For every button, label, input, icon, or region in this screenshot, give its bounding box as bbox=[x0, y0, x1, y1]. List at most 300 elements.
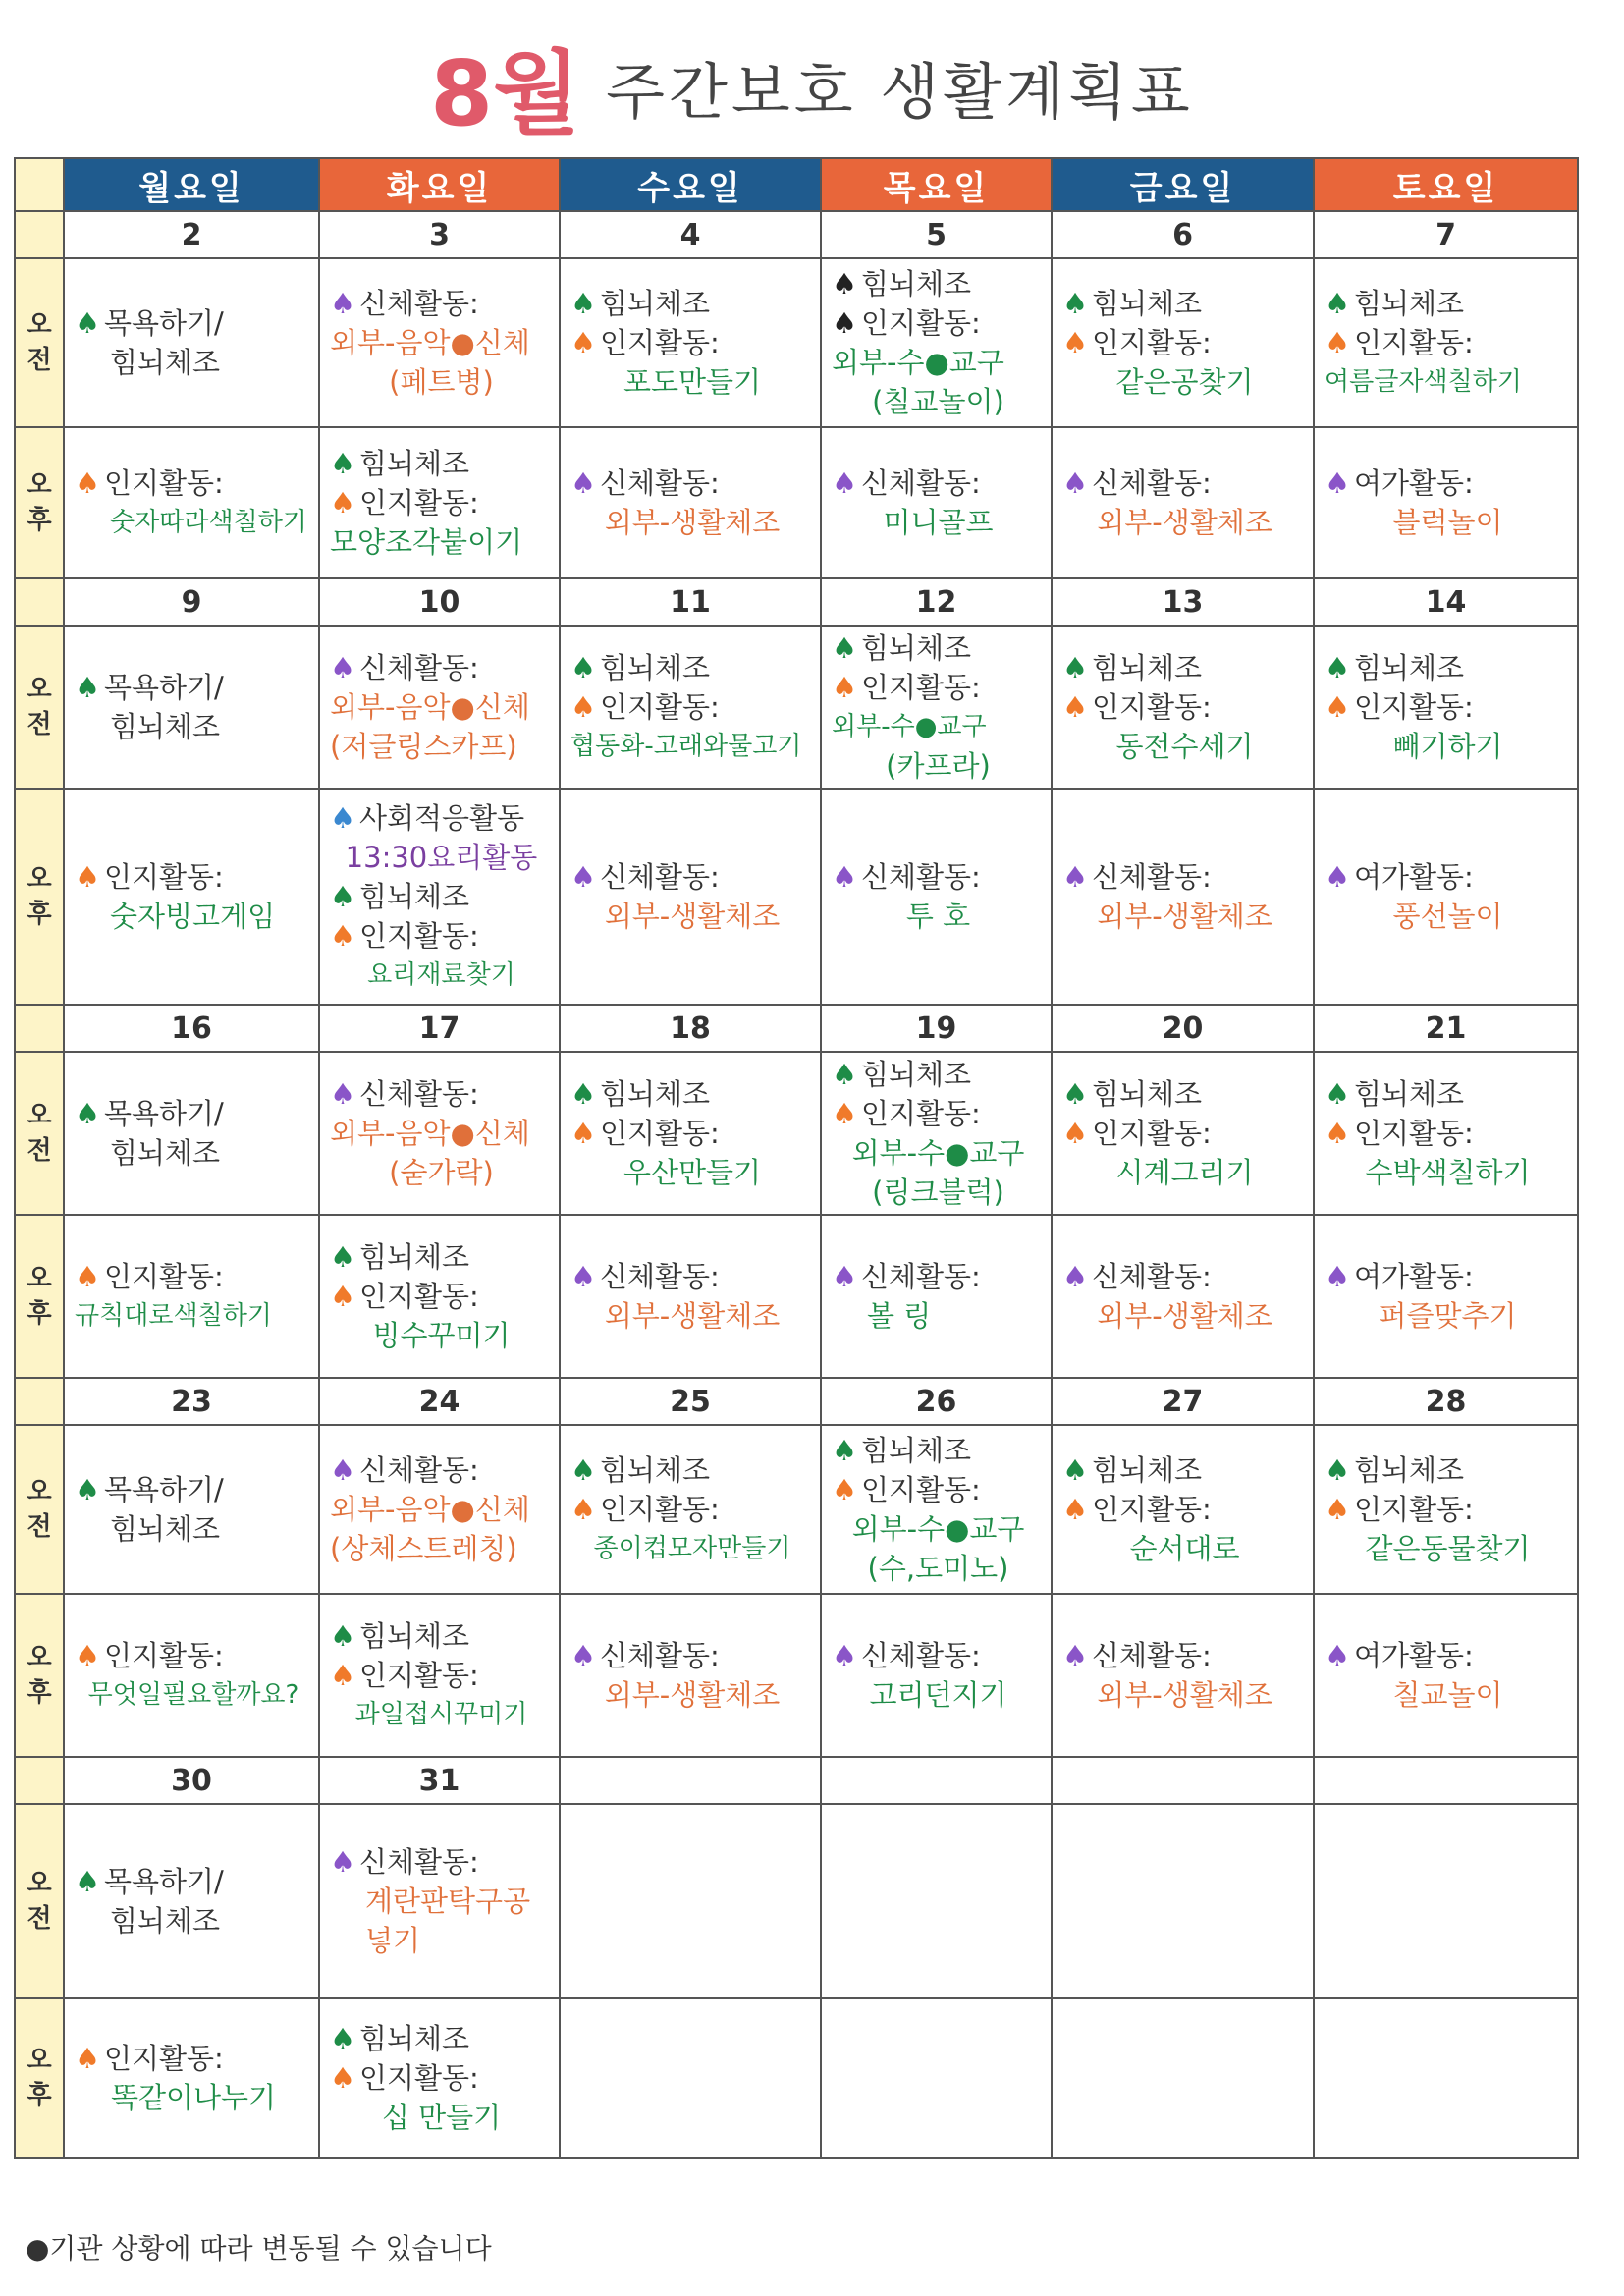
activity-line bbox=[75, 1296, 312, 1336]
activity-text: 인지활동: bbox=[1354, 1117, 1474, 1150]
schedule-table bbox=[14, 157, 1579, 2159]
activity-cell bbox=[1314, 626, 1578, 789]
activity-text: 인지활동: bbox=[359, 486, 479, 519]
activity-text: 같은동물찾기 bbox=[1365, 1532, 1531, 1565]
activity-cell bbox=[319, 1998, 560, 2158]
weekday-header: 화요일 bbox=[319, 158, 560, 211]
activity-text: 목욕하기/ bbox=[104, 1865, 224, 1898]
activity-cell bbox=[64, 427, 319, 578]
spade-icon: ♠ bbox=[832, 1097, 857, 1130]
period-label-text: 오전 bbox=[27, 1869, 52, 1934]
activity-line bbox=[1325, 1636, 1571, 1675]
activity-line bbox=[330, 648, 553, 687]
activity-cell bbox=[560, 427, 821, 578]
activity-line bbox=[832, 382, 1045, 421]
activity-text: 힘뇌체조 bbox=[1092, 1077, 1203, 1111]
activity-line bbox=[1062, 1153, 1307, 1192]
activity-line bbox=[75, 2078, 312, 2117]
morning-row bbox=[15, 1425, 1578, 1594]
morning-row bbox=[15, 1804, 1578, 1998]
spade-icon: ♠ bbox=[1325, 1077, 1350, 1111]
activity-line bbox=[330, 1921, 553, 1960]
spade-icon: ♠ bbox=[330, 1845, 355, 1879]
activity-text: (링크블럭) bbox=[872, 1175, 1004, 1209]
activity-line bbox=[832, 668, 1045, 707]
activity-text: 신체활동: bbox=[359, 1845, 479, 1879]
activity-line bbox=[570, 284, 814, 323]
activity-text: 외부-음악●신체 bbox=[330, 1117, 530, 1150]
activity-text: 여가활동: bbox=[1354, 1639, 1474, 1672]
page-title bbox=[0, 22, 1624, 151]
activity-line bbox=[832, 897, 1045, 936]
activity-text: 퍼즐맞추기 bbox=[1379, 1299, 1517, 1333]
activity-line bbox=[832, 1509, 1045, 1549]
activity-cell bbox=[1052, 789, 1314, 1005]
activity-line bbox=[330, 1842, 553, 1882]
activity-cell bbox=[1052, 1594, 1314, 1757]
spade-icon: ♠ bbox=[75, 1260, 100, 1293]
activity-line bbox=[1062, 1675, 1307, 1715]
activity-line bbox=[570, 897, 814, 936]
activity-cell bbox=[821, 427, 1052, 578]
activity-line bbox=[832, 343, 1045, 382]
activity-line bbox=[1325, 897, 1571, 936]
activity-line bbox=[330, 1695, 553, 1734]
activity-line bbox=[832, 1636, 1045, 1675]
activity-text: 인지활동: bbox=[104, 466, 224, 500]
activity-text: 십 만들기 bbox=[381, 2101, 502, 2134]
activity-text: (수,도미노) bbox=[867, 1552, 1009, 1585]
activity-line bbox=[1062, 857, 1307, 897]
activity-line bbox=[832, 1055, 1045, 1094]
spade-icon: ♠ bbox=[1325, 1453, 1350, 1487]
activity-text: 힘뇌체조 bbox=[359, 1240, 470, 1274]
activity-text: 고리던지기 bbox=[869, 1678, 1007, 1712]
activity-text: 인지활동: bbox=[861, 671, 981, 704]
activity-line bbox=[330, 1114, 553, 1153]
date-row bbox=[15, 1005, 1578, 1052]
spade-icon: ♠ bbox=[570, 1639, 596, 1672]
activity-text: 숫자따라색칠하기 bbox=[110, 508, 307, 537]
period-label-am bbox=[15, 626, 64, 789]
activity-cell bbox=[1052, 626, 1314, 789]
spade-icon: ♠ bbox=[570, 651, 596, 684]
activity-text: 인지활동: bbox=[1092, 1493, 1212, 1526]
activity-line bbox=[570, 1257, 814, 1296]
activity-text: (페트병) bbox=[389, 365, 494, 399]
activity-line bbox=[75, 2039, 312, 2078]
spade-icon: ♠ bbox=[832, 860, 857, 894]
period-label-am bbox=[15, 1425, 64, 1594]
activity-text: 요리재료찾기 bbox=[367, 960, 515, 990]
date-row-side bbox=[15, 1005, 64, 1052]
activity-text: 인지활동: bbox=[600, 1117, 720, 1150]
activity-line bbox=[1325, 1074, 1571, 1114]
activity-line bbox=[1062, 464, 1307, 503]
spade-icon: ♠ bbox=[832, 466, 857, 500]
activity-line bbox=[330, 522, 553, 562]
activity-text: 숫자빙고게임 bbox=[110, 900, 276, 933]
morning-row bbox=[15, 626, 1578, 789]
spade-icon: ♠ bbox=[832, 1434, 857, 1467]
activity-text: 시계그리기 bbox=[1115, 1156, 1254, 1189]
activity-cell bbox=[319, 1804, 560, 1998]
weekday-header-row bbox=[15, 158, 1578, 211]
activity-cell bbox=[1052, 1052, 1314, 1215]
spade-icon: ♠ bbox=[570, 326, 596, 359]
activity-text: 힘뇌체조 bbox=[861, 631, 972, 665]
activity-cell bbox=[64, 1594, 319, 1757]
period-label-am bbox=[15, 258, 64, 427]
date-row bbox=[15, 1757, 1578, 1804]
activity-line bbox=[330, 1074, 553, 1114]
date-cell: 30 bbox=[64, 1757, 319, 1804]
activity-text: 힘뇌체조 bbox=[1092, 651, 1203, 684]
spade-icon: ♠ bbox=[1325, 1639, 1350, 1672]
activity-cell bbox=[821, 1804, 1052, 1998]
activity-line bbox=[570, 1153, 814, 1192]
spade-icon: ♠ bbox=[1325, 1117, 1350, 1150]
spade-icon: ♠ bbox=[75, 306, 100, 340]
activity-text: 과일접시꾸미기 bbox=[354, 1700, 528, 1729]
activity-line bbox=[1062, 1296, 1307, 1336]
activity-text: 신체활동: bbox=[1092, 1639, 1212, 1672]
activity-cell bbox=[64, 1804, 319, 1998]
activity-text: 같은공찾기 bbox=[1115, 365, 1254, 399]
activity-text: 목욕하기/ bbox=[104, 306, 224, 340]
spade-icon: ♠ bbox=[570, 466, 596, 500]
activity-line bbox=[570, 1636, 814, 1675]
activity-cell bbox=[560, 1215, 821, 1378]
activity-line bbox=[1325, 503, 1571, 542]
activity-line bbox=[330, 956, 553, 995]
activity-text: 힘뇌체조 bbox=[110, 346, 221, 379]
spade-icon: ♠ bbox=[832, 671, 857, 704]
activity-line bbox=[1062, 727, 1307, 766]
date-row-side bbox=[15, 1378, 64, 1425]
weekday-header: 월요일 bbox=[64, 158, 319, 211]
activity-text: 여름글자색칠하기 bbox=[1325, 367, 1522, 397]
activity-cell bbox=[64, 1215, 319, 1378]
activity-text: (상체스트레칭) bbox=[330, 1532, 517, 1565]
activity-text: 인지활동: bbox=[359, 1659, 479, 1692]
activity-text: 목욕하기/ bbox=[104, 1097, 224, 1130]
activity-line bbox=[1325, 464, 1571, 503]
weekday-header: 수요일 bbox=[560, 158, 821, 211]
activity-text: 힘뇌체조 bbox=[861, 1434, 972, 1467]
activity-line bbox=[1325, 1296, 1571, 1336]
activity-cell bbox=[319, 1594, 560, 1757]
activity-line bbox=[330, 2019, 553, 2058]
afternoon-row bbox=[15, 789, 1578, 1005]
activity-line bbox=[1325, 857, 1571, 897]
activity-line bbox=[1325, 648, 1571, 687]
activity-text: 인지활동: bbox=[1092, 1117, 1212, 1150]
activity-line bbox=[570, 648, 814, 687]
activity-text: 신체활동: bbox=[861, 466, 981, 500]
date-cell: 16 bbox=[64, 1005, 319, 1052]
activity-text: 외부-수●교구 bbox=[851, 1512, 1025, 1546]
activity-text: 힘뇌체조 bbox=[861, 267, 972, 301]
afternoon-row bbox=[15, 1998, 1578, 2158]
activity-line bbox=[330, 1153, 553, 1192]
spade-icon: ♠ bbox=[1325, 287, 1350, 320]
activity-text: 블럭놀이 bbox=[1392, 506, 1503, 539]
activity-line bbox=[330, 1237, 553, 1277]
date-cell: 12 bbox=[821, 578, 1052, 626]
spade-icon: ♠ bbox=[570, 1453, 596, 1487]
activity-cell bbox=[821, 1425, 1052, 1594]
activity-text: (숟가락) bbox=[389, 1156, 494, 1189]
activity-text: 사회적응활동 bbox=[359, 801, 525, 835]
activity-line bbox=[330, 1316, 553, 1355]
spade-icon: ♠ bbox=[1325, 1260, 1350, 1293]
activity-text: 무엇일필요할까요? bbox=[87, 1680, 299, 1710]
activity-line bbox=[330, 1490, 553, 1529]
activity-cell bbox=[560, 1594, 821, 1757]
activity-line bbox=[330, 916, 553, 956]
activity-text: 외부-수●교구 bbox=[832, 346, 1004, 379]
activity-cell bbox=[319, 1052, 560, 1215]
date-cell: 24 bbox=[319, 1378, 560, 1425]
spade-icon: ♠ bbox=[1062, 1260, 1088, 1293]
activity-text: 투 호 bbox=[905, 900, 971, 933]
activity-cell bbox=[319, 789, 560, 1005]
activity-text: 인지활동: bbox=[104, 1260, 224, 1293]
morning-row bbox=[15, 258, 1578, 427]
spade-icon: ♠ bbox=[330, 1280, 355, 1313]
activity-text: 신체활동: bbox=[359, 1077, 479, 1111]
spade-icon: ♠ bbox=[1062, 860, 1088, 894]
activity-text: 신체활동: bbox=[861, 1639, 981, 1672]
activity-cell bbox=[821, 1998, 1052, 2158]
activity-line bbox=[832, 264, 1045, 303]
activity-line bbox=[1062, 648, 1307, 687]
spade-icon: ♠ bbox=[75, 1639, 100, 1672]
activity-line bbox=[832, 629, 1045, 668]
activity-text: 신체활동: bbox=[861, 860, 981, 894]
activity-cell bbox=[64, 258, 319, 427]
activity-text: 종이컵모자만들기 bbox=[593, 1534, 791, 1563]
activity-line bbox=[75, 707, 312, 746]
activity-cell bbox=[1314, 1998, 1578, 2158]
date-row-side bbox=[15, 578, 64, 626]
activity-line bbox=[330, 284, 553, 323]
spade-icon: ♠ bbox=[75, 2042, 100, 2075]
activity-line bbox=[75, 343, 312, 382]
date-cell: 25 bbox=[560, 1378, 821, 1425]
spade-icon: ♠ bbox=[570, 860, 596, 894]
spade-icon: ♠ bbox=[570, 1493, 596, 1526]
spade-icon: ♠ bbox=[1062, 1453, 1088, 1487]
spade-icon: ♠ bbox=[330, 801, 355, 835]
activity-line bbox=[1062, 1450, 1307, 1490]
activity-line bbox=[75, 897, 312, 936]
period-label-text: 오전 bbox=[27, 1477, 52, 1542]
period-label-text: 오전 bbox=[27, 310, 52, 375]
activity-text: 외부-생활체조 bbox=[604, 900, 781, 933]
title-month: 8월 bbox=[430, 41, 581, 146]
date-cell: 19 bbox=[821, 1005, 1052, 1052]
activity-line bbox=[1062, 362, 1307, 402]
spade-icon: ♠ bbox=[832, 1473, 857, 1506]
activity-text: 인지활동: bbox=[1354, 326, 1474, 359]
activity-text: 외부-생활체조 bbox=[604, 1678, 781, 1712]
activity-text: 힘뇌체조 bbox=[110, 1136, 221, 1170]
activity-line bbox=[570, 1296, 814, 1336]
activity-text: 외부-수●교구 bbox=[851, 1136, 1025, 1170]
activity-text: (카프라) bbox=[886, 749, 991, 783]
period-label-pm bbox=[15, 789, 64, 1005]
activity-cell bbox=[821, 1052, 1052, 1215]
activity-line bbox=[832, 1470, 1045, 1509]
activity-line bbox=[1325, 1490, 1571, 1529]
activity-text: 목욕하기/ bbox=[104, 671, 224, 704]
spade-icon: ♠ bbox=[1062, 1117, 1088, 1150]
activity-text: 외부-음악●신체 bbox=[330, 1493, 530, 1526]
activity-text: 신체활동: bbox=[1092, 860, 1212, 894]
activity-line bbox=[1325, 1114, 1571, 1153]
activity-cell bbox=[1314, 1052, 1578, 1215]
spade-icon: ♠ bbox=[330, 1659, 355, 1692]
spade-icon: ♠ bbox=[570, 1077, 596, 1111]
activity-cell bbox=[64, 1052, 319, 1215]
period-label-pm bbox=[15, 1594, 64, 1757]
activity-line bbox=[1062, 503, 1307, 542]
activity-text: 신체활동: bbox=[359, 651, 479, 684]
spade-icon: ♠ bbox=[330, 1077, 355, 1111]
activity-cell bbox=[1052, 427, 1314, 578]
period-label-text: 오후 bbox=[27, 864, 52, 929]
activity-text: 인지활동: bbox=[359, 919, 479, 953]
activity-text: 빼기하기 bbox=[1392, 730, 1503, 763]
date-cell: 4 bbox=[560, 211, 821, 258]
spade-icon: ♠ bbox=[75, 466, 100, 500]
date-cell: 13 bbox=[1052, 578, 1314, 626]
morning-row bbox=[15, 1052, 1578, 1215]
activity-line bbox=[1325, 1450, 1571, 1490]
activity-cell bbox=[64, 789, 319, 1005]
weekday-header: 목요일 bbox=[821, 158, 1052, 211]
activity-text: 인지활동: bbox=[1354, 1493, 1474, 1526]
spade-icon: ♠ bbox=[330, 651, 355, 684]
activity-line bbox=[75, 1133, 312, 1173]
activity-line bbox=[1062, 1636, 1307, 1675]
activity-text: 인지활동: bbox=[1092, 326, 1212, 359]
activity-text: 신체활동: bbox=[600, 1260, 720, 1293]
activity-line bbox=[1062, 1529, 1307, 1568]
activity-text: 힘뇌체조 bbox=[1354, 287, 1465, 320]
spade-icon: ♠ bbox=[1062, 690, 1088, 724]
activity-line bbox=[330, 1656, 553, 1695]
activity-cell bbox=[821, 789, 1052, 1005]
activity-line bbox=[1062, 1074, 1307, 1114]
activity-line bbox=[330, 1529, 553, 1568]
spade-icon: ♠ bbox=[330, 919, 355, 953]
spade-icon: ♠ bbox=[832, 1639, 857, 1672]
spade-icon: ♠ bbox=[1062, 1493, 1088, 1526]
activity-line bbox=[832, 707, 1045, 746]
activity-text: 외부-생활체조 bbox=[604, 506, 781, 539]
spade-icon: ♠ bbox=[330, 1619, 355, 1653]
activity-line bbox=[570, 687, 814, 727]
activity-text: 힘뇌체조 bbox=[861, 1058, 972, 1091]
activity-line bbox=[570, 1450, 814, 1490]
date-cell: 11 bbox=[560, 578, 821, 626]
spade-icon: ♠ bbox=[1325, 690, 1350, 724]
date-cell: 20 bbox=[1052, 1005, 1314, 1052]
period-label-pm bbox=[15, 1215, 64, 1378]
date-row bbox=[15, 578, 1578, 626]
activity-cell bbox=[319, 626, 560, 789]
activity-line bbox=[75, 668, 312, 707]
activity-text: 힘뇌체조 bbox=[110, 1904, 221, 1938]
activity-line bbox=[1325, 1529, 1571, 1568]
spade-icon: ♠ bbox=[1325, 651, 1350, 684]
activity-text: 외부-생활체조 bbox=[1097, 1678, 1272, 1712]
spade-icon: ♠ bbox=[330, 880, 355, 913]
activity-text: 외부-생활체조 bbox=[604, 1299, 781, 1333]
spade-icon: ♠ bbox=[75, 1097, 100, 1130]
activity-cell bbox=[319, 1425, 560, 1594]
activity-line bbox=[330, 2058, 553, 2098]
activity-text: 똑같이나누기 bbox=[110, 2081, 277, 2114]
activity-line bbox=[832, 1094, 1045, 1133]
activity-cell bbox=[1052, 1998, 1314, 2158]
spade-icon: ♠ bbox=[1062, 326, 1088, 359]
activity-line bbox=[330, 798, 553, 838]
activity-cell bbox=[560, 789, 821, 1005]
activity-cell bbox=[1314, 427, 1578, 578]
date-row-side bbox=[15, 211, 64, 258]
activity-line bbox=[75, 1675, 312, 1715]
spade-icon: ♠ bbox=[330, 486, 355, 519]
activity-text: 힘뇌체조 bbox=[1354, 1077, 1465, 1111]
spade-icon: ♠ bbox=[330, 287, 355, 320]
activity-text: 수박색칠하기 bbox=[1365, 1156, 1531, 1189]
date-cell: 28 bbox=[1314, 1378, 1578, 1425]
activity-text: 신체활동: bbox=[600, 1639, 720, 1672]
activity-line bbox=[330, 1882, 553, 1921]
activity-line bbox=[1062, 284, 1307, 323]
activity-line bbox=[330, 2098, 553, 2137]
activity-cell bbox=[319, 258, 560, 427]
spade-icon: ♠ bbox=[1062, 1639, 1088, 1672]
activity-line bbox=[75, 464, 312, 503]
activity-text: 규칙대로색칠하기 bbox=[75, 1301, 272, 1331]
activity-line bbox=[570, 464, 814, 503]
activity-cell bbox=[319, 1215, 560, 1378]
period-label-text: 오후 bbox=[27, 2046, 52, 2110]
spade-icon: ♠ bbox=[1062, 1077, 1088, 1111]
weekday-header: 금요일 bbox=[1052, 158, 1314, 211]
activity-line bbox=[1062, 687, 1307, 727]
activity-text: 힘뇌체조 bbox=[1092, 287, 1203, 320]
activity-line bbox=[75, 1094, 312, 1133]
activity-line bbox=[832, 1296, 1045, 1336]
activity-cell bbox=[64, 626, 319, 789]
activity-line bbox=[832, 464, 1045, 503]
spade-icon: ♠ bbox=[1325, 1493, 1350, 1526]
activity-line bbox=[570, 362, 814, 402]
footnote: ●기관 상황에 따라 변동될 수 있습니다 bbox=[26, 2232, 492, 2265]
activity-text: 힘뇌체조 bbox=[600, 1077, 711, 1111]
date-row bbox=[15, 211, 1578, 258]
spade-icon: ♠ bbox=[330, 2022, 355, 2055]
date-cell: 27 bbox=[1052, 1378, 1314, 1425]
activity-text: 힘뇌체조 bbox=[359, 1619, 470, 1653]
activity-line bbox=[330, 838, 553, 877]
